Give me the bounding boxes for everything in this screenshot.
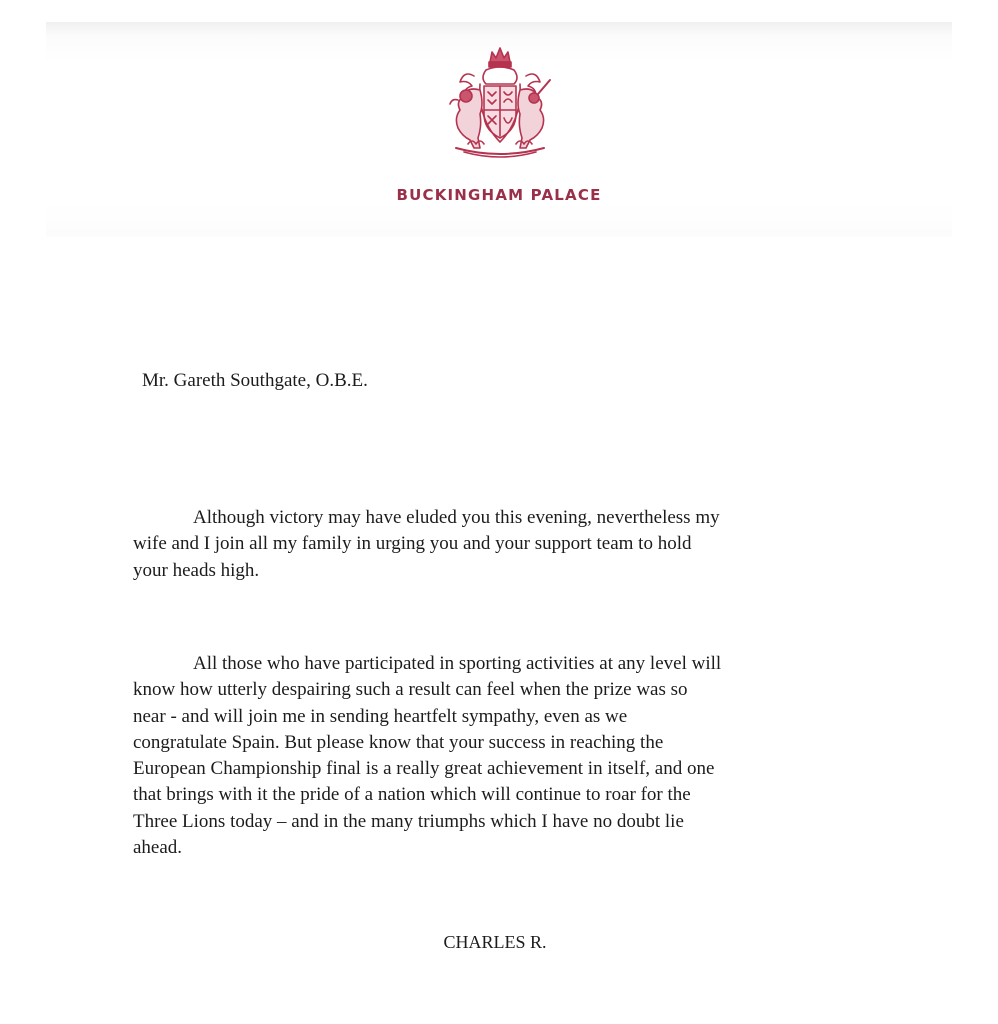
palace-name: BUCKINGHAM PALACE <box>396 186 602 204</box>
paragraph-line: Three Lions today – and in the many triumphs which I have no doubt lie <box>133 810 684 832</box>
royal-coat-of-arms-icon <box>434 40 566 162</box>
paragraph-line: ahead. <box>133 837 183 859</box>
paragraph-line: wife and I join all my family in urging you and your support team to hold <box>133 533 692 555</box>
paragraph-line: All those who have participated in sporting activities at any level will <box>193 653 722 674</box>
paragraph-2 <box>133 651 873 861</box>
paragraph-line: European Championship final is a really great achievement in itself, and one <box>133 758 715 780</box>
signature-text: CHARLES R. <box>443 932 547 952</box>
paragraph-line: that brings with it the pride of a nation which will continue to roar for the <box>133 784 691 806</box>
paragraph-line: congratulate Spain. But please know that your success in reaching the <box>133 731 664 753</box>
signature-block <box>0 932 998 953</box>
paragraph-1 <box>133 505 873 584</box>
paragraph-line: your heads high. <box>133 559 260 581</box>
paragraph-line: know how utterly despairing such a result can feel when the prize was so <box>133 679 688 701</box>
paragraph-line: Although victory may have eluded you this evening, nevertheless my <box>193 507 720 528</box>
paragraph-line: near - and will join me in sending heartfelt sympathy, even as we <box>133 705 628 727</box>
recipient-line: Mr. Gareth Southgate, O.B.E. <box>142 370 368 391</box>
